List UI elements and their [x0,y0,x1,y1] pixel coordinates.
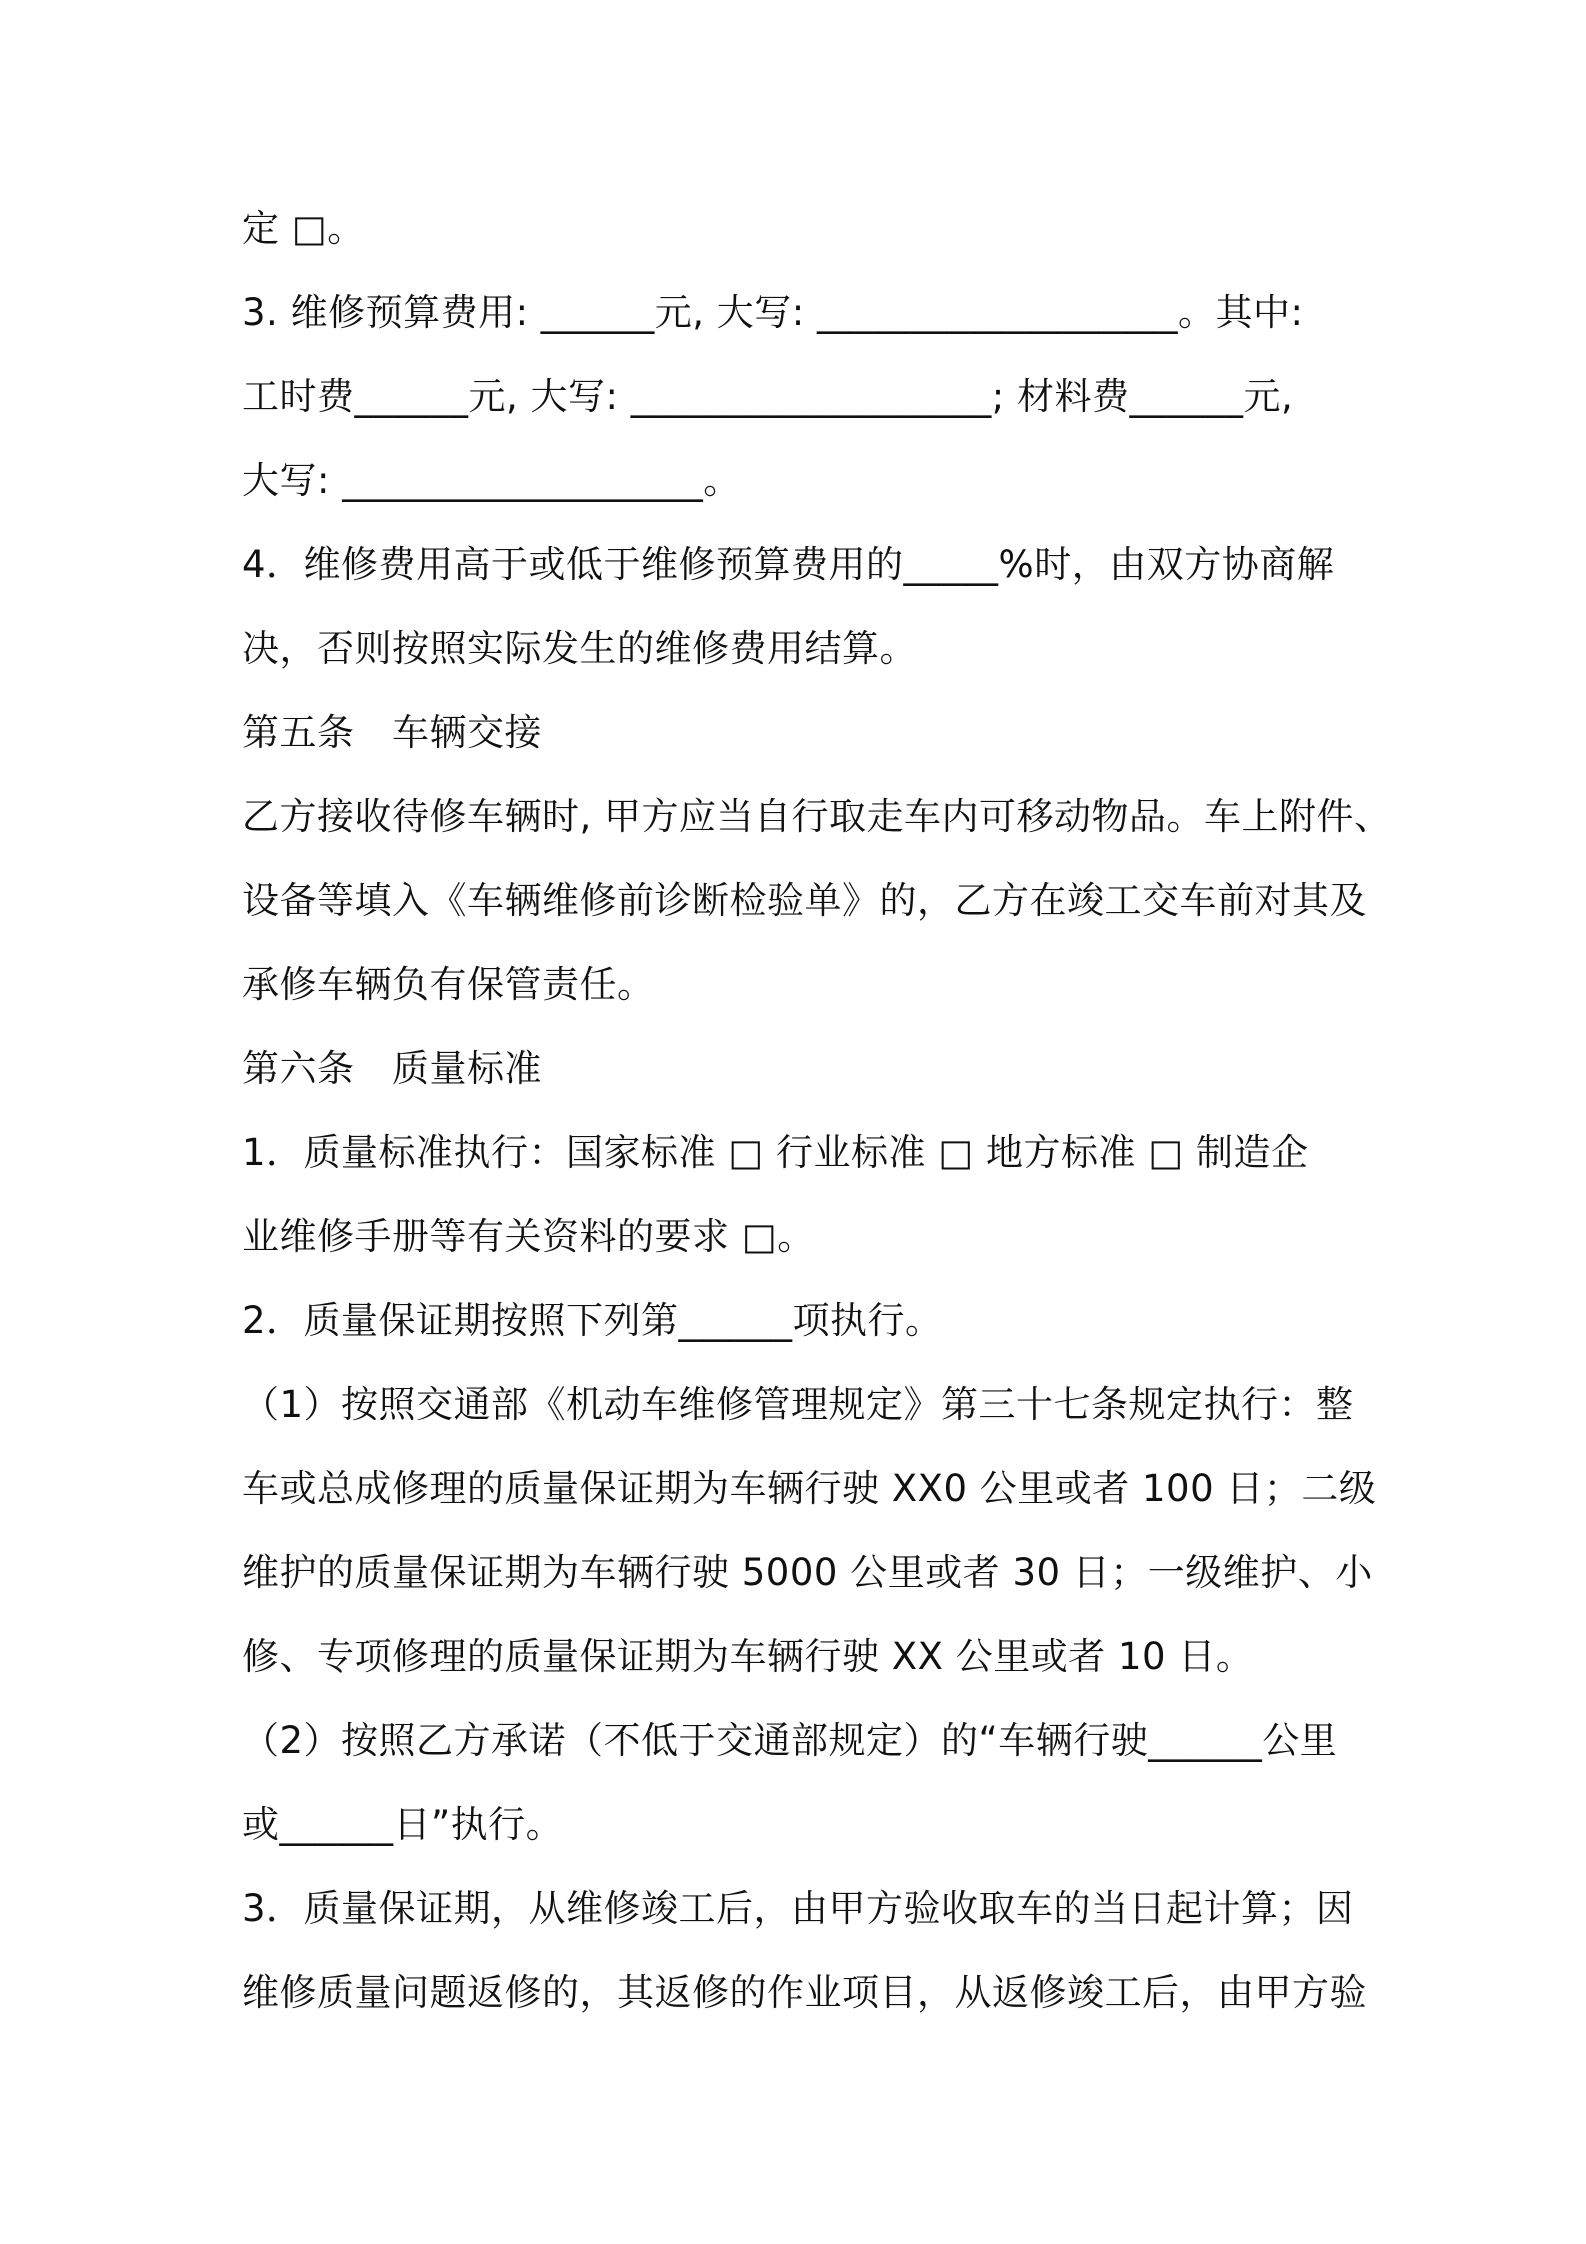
text-line: 3. 维修预算费用: ______元, 大写: ___________________。其中: [242,291,1304,334]
text-line: 维修质量问题返修的，其返修的作业项目，从返修竣工后，由甲方验 [242,1971,1367,2014]
text-line: 定 □。 [242,207,365,250]
text-line: 1．质量标准执行：国家标准 □ 行业标准 □ 地方标准 □ 制造企 [242,1131,1309,1174]
text-line: 乙方接收待修车辆时, 甲方应当自行取走车内可移动物品。车上附件、 [242,795,1392,838]
text-line: （1）按照交通部《机动车维修管理规定》第三十七条规定执行：整 [242,1383,1354,1426]
text-line: 承修车辆负有保管责任。 [242,963,655,1006]
text-line: 3．质量保证期，从维修竣工后，由甲方验收取车的当日起计算；因 [242,1887,1354,1930]
text-line: 车或总成修理的质量保证期为车辆行驶 XX0 公里或者 100 日；二级 [242,1467,1377,1510]
text-line: 决，否则按照实际发生的维修费用结算。 [242,627,917,670]
text-line: 大写: ___________________。 [242,459,741,502]
text-line: 4．维修费用高于或低于维修预算费用的_____%时，由双方协商解 [242,543,1335,586]
text-line: 设备等填入《车辆维修前诊断检验单》的，乙方在竣工交车前对其及 [242,879,1367,922]
text-line: 2．质量保证期按照下列第______项执行。 [242,1299,943,1342]
text-line: 维护的质量保证期为车辆行驶 5000 公里或者 30 日；一级维护、小 [242,1551,1373,1594]
section-heading: 第五条 车辆交接 [242,711,542,754]
text-line: （2）按照乙方承诺（不低于交通部规定）的“车辆行驶______公里 [242,1719,1338,1762]
text-line: 工时费______元, 大写: ___________________; 材料费______元, [242,375,1294,418]
text-line: 或______日”执行。 [242,1803,564,1846]
text-line: 修、专项修理的质量保证期为车辆行驶 XX 公里或者 10 日。 [242,1635,1254,1678]
document-page [242,204,1392,2052]
text-line: 业维修手册等有关资料的要求 □。 [242,1215,815,1258]
section-heading: 第六条 质量标准 [242,1047,542,1090]
